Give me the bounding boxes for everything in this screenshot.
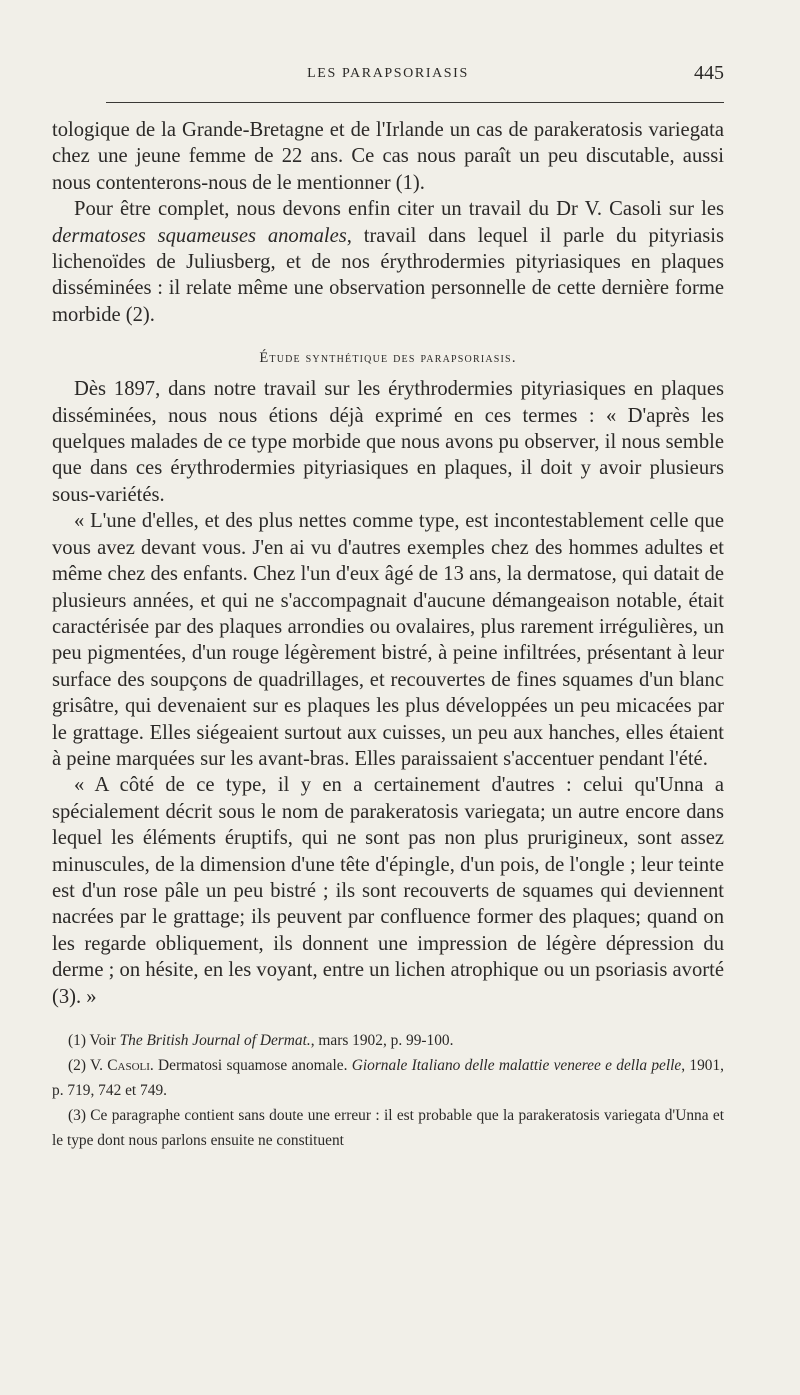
page-number: 445: [694, 62, 724, 84]
footnote-2-author: Casoli: [107, 1057, 150, 1074]
footnote-2: [52, 1053, 724, 1103]
paragraph-1897: Dès 1897, dans notre travail sur les érythrodermies pityriasiques en plaques disséminées, nous nous étions déjà exprimé en ces termes : « D'après les quelques malades de ce type morbide que nous avons pu observer, il nous semble que dans ces érythrodermies pityriasiques en plaques, il doit y avoir plusieurs sous-variétés.: [52, 378, 724, 506]
paragraph-casoli-italic: dermatoses squameuses anomales: [52, 224, 347, 247]
footnote-2-before: (2) V.: [68, 1057, 108, 1074]
running-head: [52, 58, 724, 92]
header-rule: [106, 102, 724, 103]
footnote-2-middle: . Dermatosi squamose anomale.: [149, 1057, 352, 1074]
footnote-1-after: , mars 1902, p. 99-100.: [310, 1032, 454, 1049]
section-heading: [52, 346, 724, 370]
footnotes: [52, 1028, 724, 1153]
paragraph-casoli-text-after: , travail dans lequel il parle du pityriasis lichenoïdes de Juliusberg, et de nos érythrodermies pityriasiques en plaques disséminées : il relate même une observation personnelle de cette dernière forme morbide (2).: [52, 224, 724, 326]
paragraph-continuation: tologique de la Grande-Bretagne et de l'Irlande un cas de parakeratosis variegata chez une jeune femme de 22 ans. Ce cas nous paraît un peu discutable, aussi nous contenterons-nous de le mentionner (1).: [52, 119, 724, 194]
footnote-1-journal: The British Journal of Dermat.: [119, 1032, 311, 1049]
footnote-1: [52, 1028, 724, 1053]
running-title: LES PARAPSORIASIS: [307, 66, 469, 81]
footnote-2-journal: Giornale Italiano delle malattie veneree e della pelle: [351, 1057, 682, 1074]
paragraph-case-description: « L'une d'elles, et des plus nettes comme type, est incontestablement celle que vous avez devant vous. J'en ai vu d'autres exemples chez des hommes adultes et même chez des enfants. Chez l'un d'eux âgé de 13 ans, la dermatose, qui datait de plusieurs années, et qui ne s'accompagnait d'aucune démangeaison notable, était caractérisée par des plaques arrondies ou ovalaires, plus rarement irrégulières, un peu pigmentées, d'un rouge légèrement bistré, à peine infiltrées, présentant à leur surface des soupçons de quadrillages, et recouvertes de fines squames d'un blanc grisâtre, qui devenaient sur es plaques les plus développées un peu micacées par le grattage. Elles siégeaient surtout aux cuisses, un peu aux hanches, elles étaient à peine marquées sur les avant-bras. Elles paraissaient s'accentuer pendant l'été.: [52, 510, 724, 770]
paragraph-other-types: « A côté de ce type, il y en a certainement d'autres : celui qu'Unna a spécialement décrit sous le nom de parakeratosis variegata; un autre encore dans lequel les éléments éruptifs, qui ne sont pas non plus prurigineux, sont assez minuscules, de la dimension d'une tête d'épingle, d'un pois, de l'ongle ; leur teinte est d'un rose pâle un peu bistré ; ils sont recouverts de squames qui deviennent nacrées par le grattage; ils peuvent par confluence former des plaques; quand on les regarde obliquement, ils donnent une impression de légère dépression du derme ; on hésite, en les voyant, entre un lichen atrophique ou un psoriasis avorté (3). »: [52, 774, 724, 1008]
book-page: [52, 58, 724, 1153]
paragraph-casoli-text-before: Pour être complet, nous devons enfin citer un travail du Dr V. Casoli sur les: [74, 198, 724, 221]
section-heading-text: Étude synthétique des parapsoriasis.: [259, 350, 517, 367]
footnote-1-before: (1) Voir: [68, 1032, 120, 1049]
body-text: [52, 117, 724, 1010]
paragraph-casoli: [52, 196, 724, 328]
footnote-2-after: , 1901, p. 719, 742 et 749.: [52, 1057, 725, 1099]
footnote-3: (3) Ce paragraphe contient sans doute une erreur : il est probable que la parakeratosis variegata d'Unna et le type dont nous parlons ensuite ne constituent: [52, 1107, 724, 1149]
